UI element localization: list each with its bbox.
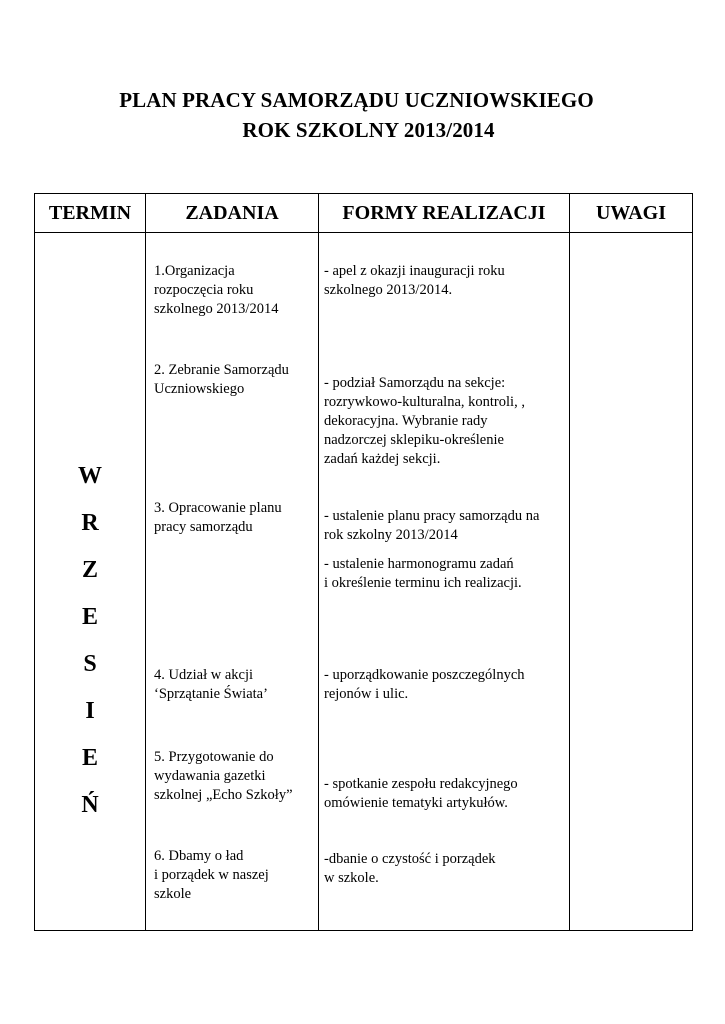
month-label bbox=[35, 453, 145, 829]
month-letter: Z bbox=[81, 557, 98, 583]
table-header-row bbox=[35, 194, 693, 233]
column-header-uwagi: UWAGI bbox=[570, 194, 693, 233]
month-letter: Ń bbox=[81, 792, 99, 818]
form-item: - ustalenie harmonogramu zadań i określenie terminu ich realizacji. bbox=[324, 556, 522, 591]
task-item: 2. Zebranie Samorządu Uczniowskiego bbox=[154, 362, 289, 397]
plan-table bbox=[34, 193, 693, 931]
form-item: - apel z okazji inauguracji roku szkolnego 2013/2014. bbox=[324, 263, 505, 298]
month-letter: E bbox=[81, 604, 98, 630]
document-subtitle: ROK SZKOLNY 2013/2014 bbox=[242, 118, 495, 142]
form-item: - ustalenie planu pracy samorządu na rok szkolny 2013/2014 bbox=[324, 508, 540, 543]
month-letter: E bbox=[81, 745, 98, 771]
column-header-termin: TERMIN bbox=[35, 194, 146, 233]
document-title: PLAN PRACY SAMORZĄDU UCZNIOWSKIEGO bbox=[119, 88, 594, 112]
form-item: - podział Samorządu na sekcje: rozrywkowo-kulturalna, kontroli, , dekoracyjna. Wybranie rady nadzorczej sklepiku-określenie zadań każdej sekcji. bbox=[324, 375, 525, 467]
month-letter: R bbox=[81, 510, 99, 536]
column-header-formy-realizacji: FORMY REALIZACJI bbox=[319, 194, 570, 233]
task-item: 4. Udział w akcji ‘Sprzątanie Świata’ bbox=[154, 667, 268, 702]
form-item: - uporządkowanie poszczególnych rejonów i ulic. bbox=[324, 667, 525, 702]
task-item: 3. Opracowanie planu pracy samorządu bbox=[154, 500, 282, 535]
column-header-zadania: ZADANIA bbox=[146, 194, 319, 233]
month-letter: I bbox=[85, 698, 95, 724]
task-item: 1.Organizacja rozpoczęcia roku szkolnego 2013/2014 bbox=[154, 263, 279, 317]
month-letter: W bbox=[78, 463, 102, 489]
zadania-cell bbox=[146, 233, 319, 931]
table-row bbox=[35, 233, 693, 931]
task-item: 5. Przygotowanie do wydawania gazetki szkolnej „Echo Szkoły” bbox=[154, 749, 293, 803]
formy-realizacji-cell bbox=[319, 233, 570, 931]
task-item: 6. Dbamy o ład i porządek w naszej szkole bbox=[154, 848, 269, 902]
form-item: - spotkanie zespołu redakcyjnego omówienie tematyki artykułów. bbox=[324, 776, 518, 811]
month-letter: S bbox=[83, 651, 97, 677]
termin-cell bbox=[35, 233, 146, 931]
form-item: -dbanie o czystość i porządek w szkole. bbox=[324, 851, 496, 886]
uwagi-cell bbox=[570, 233, 693, 931]
